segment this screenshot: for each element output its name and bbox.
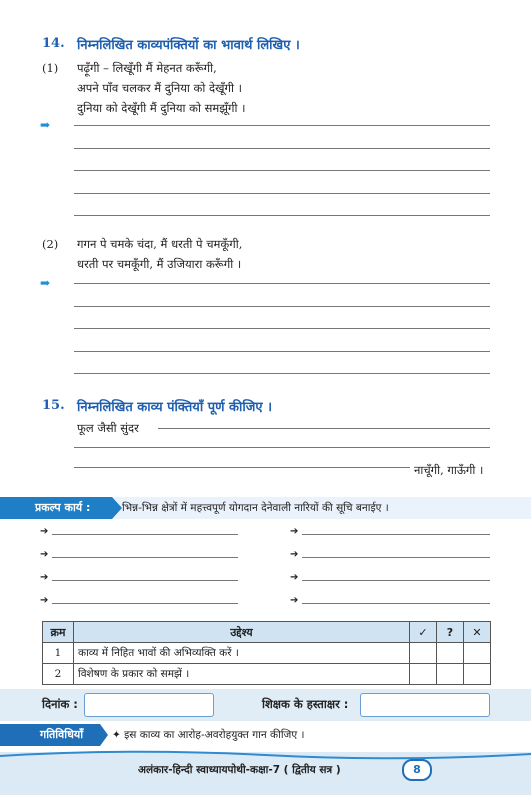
question-15-number: 15. bbox=[42, 398, 65, 413]
bullet-icon: ➔ bbox=[40, 572, 49, 583]
question-14-title: निम्नलिखित काव्यपंक्तियों का भावार्थ लिखिए । bbox=[77, 38, 300, 53]
row-objective: काव्य में निहित भावों की अभिव्यक्ति करें । bbox=[74, 643, 410, 664]
part-1-label: (1) bbox=[42, 61, 59, 75]
row-serial: 1 bbox=[43, 643, 74, 664]
fill-start: फूल जैसी सुंदर bbox=[77, 421, 139, 435]
poem-line: धरती पर चमकूँगी, मैं उजियारा करूँगी । bbox=[77, 257, 242, 271]
footer-title: अलंकार-हिन्दी स्वाध्यायपोथी-कक्षा-7 ( द्वितीय सत्र ) bbox=[138, 764, 341, 776]
poem-line: गगन पे चमके चंदा, मैं धरती पे चमकूँगी, bbox=[77, 237, 243, 251]
teacher-signature-field[interactable] bbox=[360, 693, 490, 717]
cross-icon: ✕ bbox=[464, 622, 491, 643]
bullet-icon: ➔ bbox=[290, 526, 299, 537]
answer-line[interactable] bbox=[74, 351, 490, 352]
answer-line[interactable] bbox=[74, 148, 490, 149]
question-cell[interactable] bbox=[437, 643, 464, 664]
answer-line[interactable] bbox=[74, 447, 490, 448]
date-field[interactable] bbox=[84, 693, 214, 717]
answer-line[interactable] bbox=[74, 193, 490, 194]
question-14-number: 14. bbox=[42, 36, 65, 51]
bullet-icon: ➔ bbox=[290, 572, 299, 583]
tick-cell[interactable] bbox=[410, 643, 437, 664]
bullet-icon: ➔ bbox=[290, 595, 299, 606]
list-line[interactable] bbox=[52, 580, 238, 581]
answer-line[interactable] bbox=[74, 306, 490, 307]
answer-line[interactable] bbox=[74, 467, 410, 468]
table-header-row bbox=[43, 622, 491, 643]
bullet-icon: ➔ bbox=[290, 549, 299, 560]
table-row bbox=[43, 664, 491, 685]
answer-line[interactable] bbox=[74, 125, 490, 126]
arrow-icon: ➡ bbox=[40, 276, 51, 290]
row-serial: 2 bbox=[43, 664, 74, 685]
poem-line: दुनिया को देखूँगी मैं दुनिया को समझूँगी । bbox=[77, 101, 246, 115]
project-text: भिन्न-भिन्न क्षेत्रों में महत्त्वपूर्ण योगदान देनेवाली नारियों की सूचि बनाईए । bbox=[122, 502, 389, 514]
row-objective: विशेषण के प्रकार को समझें । bbox=[74, 664, 410, 685]
footer-wave bbox=[0, 748, 531, 762]
page-number: 8 bbox=[402, 759, 432, 781]
cross-cell[interactable] bbox=[464, 643, 491, 664]
project-arrow-icon bbox=[112, 497, 122, 519]
date-label: दिनांक : bbox=[42, 697, 78, 711]
list-line[interactable] bbox=[52, 557, 238, 558]
list-line[interactable] bbox=[302, 603, 490, 604]
bullet-icon: ➔ bbox=[40, 526, 49, 537]
list-line[interactable] bbox=[302, 580, 490, 581]
answer-line[interactable] bbox=[74, 215, 490, 216]
activity-arrow-icon bbox=[100, 724, 108, 746]
table-row bbox=[43, 643, 491, 664]
question-cell[interactable] bbox=[437, 664, 464, 685]
arrow-icon: ➡ bbox=[40, 118, 51, 132]
activity-tag: गतिविधियाँ bbox=[0, 724, 100, 746]
answer-line[interactable] bbox=[158, 428, 490, 429]
activity-text: ✦ इस काव्य का आरोह-अवरोहयुक्त गान कीजिए । bbox=[112, 729, 305, 741]
list-line[interactable] bbox=[52, 603, 238, 604]
header-objective: उद्देश्य bbox=[74, 622, 410, 643]
tick-cell[interactable] bbox=[410, 664, 437, 685]
bullet-icon: ➔ bbox=[40, 595, 49, 606]
question-15-title: निम्नलिखित काव्य पंक्तियाँ पूर्ण कीजिए । bbox=[77, 400, 273, 415]
answer-line[interactable] bbox=[74, 373, 490, 374]
answer-line[interactable] bbox=[74, 283, 490, 284]
poem-line: अपने पाँव चलकर मैं दुनिया को देखूँगी । bbox=[77, 81, 242, 95]
check-icon: ✓ bbox=[410, 622, 437, 643]
poem-2 bbox=[77, 234, 242, 274]
answer-line[interactable] bbox=[74, 328, 490, 329]
poem-line: पढ़ूँगी – लिखूँगी मैं मेहनत करूँगी, bbox=[77, 61, 217, 75]
header-serial: क्रम bbox=[43, 622, 74, 643]
list-line[interactable] bbox=[302, 534, 490, 535]
list-line[interactable] bbox=[52, 534, 238, 535]
project-tag: प्रकल्प कार्य : bbox=[0, 497, 112, 519]
teacher-signature-label: शिक्षक के हस्ताक्षर : bbox=[262, 697, 349, 711]
answer-line[interactable] bbox=[74, 170, 490, 171]
poem-1 bbox=[77, 58, 245, 118]
question-icon: ? bbox=[437, 622, 464, 643]
bullet-icon: ➔ bbox=[40, 549, 49, 560]
objectives-table bbox=[42, 621, 491, 685]
fill-end: नाचूँगी, गाऊँगी । bbox=[414, 463, 484, 477]
list-line[interactable] bbox=[302, 557, 490, 558]
part-2-label: (2) bbox=[42, 237, 59, 251]
cross-cell[interactable] bbox=[464, 664, 491, 685]
